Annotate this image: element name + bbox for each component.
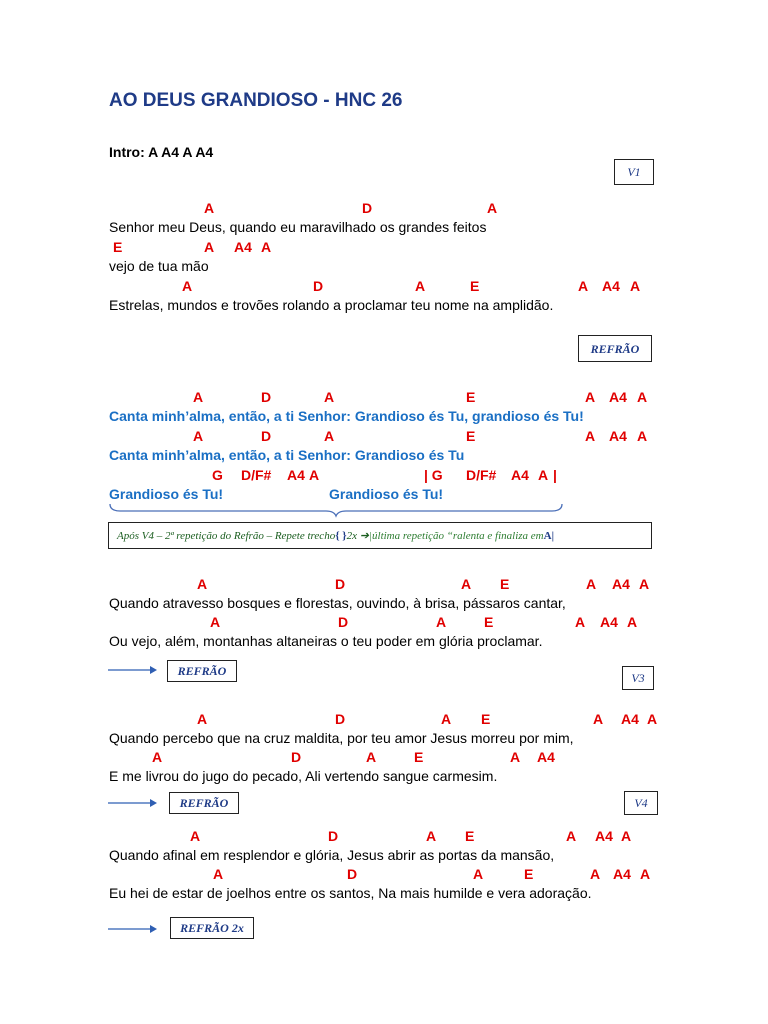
chord: A bbox=[538, 467, 549, 483]
chord: A4 bbox=[600, 614, 618, 630]
chord: A bbox=[261, 239, 272, 255]
chord: D bbox=[313, 278, 324, 294]
refrao-tag: REFRÃO bbox=[167, 660, 237, 682]
chord: A bbox=[441, 711, 452, 727]
arrow-right-icon bbox=[108, 923, 158, 935]
chord: A4 bbox=[287, 467, 305, 483]
v1-tag: V1 bbox=[614, 159, 654, 185]
chord: A bbox=[510, 749, 521, 765]
chorus-lyric-line: Canta minh’alma, então, a ti Senhor: Grandioso és Tu bbox=[109, 447, 465, 463]
chord: E bbox=[524, 866, 534, 882]
chord: E bbox=[414, 749, 424, 765]
arrow-right-icon bbox=[108, 797, 158, 809]
note-text: Após V4 – 2ª repetição do Refrão – Repete trecho bbox=[117, 529, 336, 542]
repeat-instruction-note bbox=[108, 522, 652, 549]
lyric-line: Eu hei de estar de joelhos entre os santos, Na mais humilde e vera adoração. bbox=[109, 885, 592, 901]
chord: A bbox=[193, 428, 204, 444]
repeat-brace bbox=[108, 502, 564, 518]
chord: A bbox=[204, 200, 215, 216]
note-text: 2x ➔ bbox=[346, 530, 369, 542]
chord: D bbox=[328, 828, 339, 844]
chord: A bbox=[593, 711, 604, 727]
chord: A4 bbox=[613, 866, 631, 882]
chord: A bbox=[210, 614, 221, 630]
intro-chords: Intro: A A4 A A4 bbox=[109, 144, 214, 160]
chord: A bbox=[436, 614, 447, 630]
chord: A bbox=[578, 278, 589, 294]
chord: A bbox=[324, 428, 335, 444]
chord: D/F# bbox=[466, 467, 497, 483]
chord: A bbox=[585, 389, 596, 405]
chord: D bbox=[335, 576, 346, 592]
chord: A bbox=[590, 866, 601, 882]
brace-symbol: { } bbox=[335, 529, 347, 542]
chord: D bbox=[338, 614, 349, 630]
chord: A4 bbox=[609, 389, 627, 405]
final-chord: A bbox=[543, 529, 552, 542]
chord: E bbox=[466, 389, 476, 405]
chord: A bbox=[197, 576, 208, 592]
chord: G bbox=[212, 467, 223, 483]
chord: A bbox=[473, 866, 484, 882]
chorus-lyric-line: Grandioso és Tu! bbox=[109, 486, 224, 502]
chord: A bbox=[190, 828, 201, 844]
v3-tag: V3 bbox=[622, 666, 654, 690]
lyric-line: vejo de tua mão bbox=[109, 258, 209, 274]
arrow-right-icon bbox=[108, 664, 158, 676]
chord: A bbox=[193, 389, 204, 405]
lyric-line: Ou vejo, além, montanhas altaneiras o teu poder em glória proclamar. bbox=[109, 633, 543, 649]
chord: A bbox=[366, 749, 377, 765]
chord: A bbox=[627, 614, 638, 630]
chord: A bbox=[586, 576, 597, 592]
chord: D bbox=[362, 200, 373, 216]
chord: A bbox=[415, 278, 426, 294]
lyric-line: Quando afinal em resplendor e glória, Jesus abrir as portas da mansão, bbox=[109, 847, 555, 863]
chord: D bbox=[261, 428, 272, 444]
note-text: |última repetição “ralenta e finaliza em bbox=[368, 529, 544, 542]
chord: A bbox=[197, 711, 208, 727]
lyric-line: Quando atravesso bosques e florestas, ouvindo, à brisa, pássaros cantar, bbox=[109, 595, 566, 611]
bar-symbol: | bbox=[551, 529, 554, 542]
chord: A bbox=[152, 749, 163, 765]
refrao-tag: REFRÃO bbox=[578, 335, 652, 362]
chord: D/F# bbox=[241, 467, 272, 483]
chord: A bbox=[487, 200, 498, 216]
lyric-line: Quando percebo que na cruz maldita, por teu amor Jesus morreu por mim, bbox=[109, 730, 574, 746]
chord: E bbox=[113, 239, 123, 255]
page-title: AO DEUS GRANDIOSO - HNC 26 bbox=[109, 90, 403, 111]
chord: A bbox=[640, 866, 651, 882]
chord: A bbox=[637, 428, 648, 444]
chord: A bbox=[639, 576, 650, 592]
chord: A bbox=[647, 711, 658, 727]
chord: A4 bbox=[511, 467, 529, 483]
chord: D bbox=[291, 749, 302, 765]
lyric-line: Senhor meu Deus, quando eu maravilhado os grandes feitos bbox=[109, 219, 487, 235]
chord: A bbox=[324, 389, 335, 405]
chord: A bbox=[213, 866, 224, 882]
chord: | G bbox=[424, 467, 443, 483]
chord: A4 bbox=[621, 711, 639, 727]
chord: E bbox=[470, 278, 480, 294]
chord: A bbox=[575, 614, 586, 630]
chord: A4 bbox=[234, 239, 252, 255]
chord: A4 bbox=[609, 428, 627, 444]
chord: A bbox=[621, 828, 632, 844]
chord: A bbox=[461, 576, 472, 592]
chord: | bbox=[553, 467, 557, 483]
chord: A4 bbox=[537, 749, 555, 765]
chord: A4 bbox=[595, 828, 613, 844]
chord: A bbox=[566, 828, 577, 844]
chord: A4 bbox=[612, 576, 630, 592]
lyric-line: Estrelas, mundos e trovões rolando a proclamar teu nome na amplidão. bbox=[109, 297, 554, 313]
chorus-lyric-line: Grandioso és Tu! bbox=[329, 486, 444, 502]
chord: D bbox=[261, 389, 272, 405]
chord: A4 bbox=[602, 278, 620, 294]
chord: E bbox=[466, 428, 476, 444]
refrao-2x-tag: REFRÃO 2x bbox=[170, 917, 254, 939]
chord: E bbox=[500, 576, 510, 592]
lyric-line: E me livrou do jugo do pecado, Ali vertendo sangue carmesim. bbox=[109, 768, 498, 784]
chord: A bbox=[182, 278, 193, 294]
chord: A bbox=[204, 239, 215, 255]
chord: E bbox=[465, 828, 475, 844]
chorus-lyric-line: Canta minh’alma, então, a ti Senhor: Grandioso és Tu, grandioso és Tu! bbox=[109, 408, 584, 424]
refrao-tag: REFRÃO bbox=[169, 792, 239, 814]
chord: A bbox=[630, 278, 641, 294]
chord: E bbox=[484, 614, 494, 630]
chord: A bbox=[585, 428, 596, 444]
chord: A bbox=[309, 467, 320, 483]
chord: A bbox=[426, 828, 437, 844]
chord: D bbox=[347, 866, 358, 882]
chord: D bbox=[335, 711, 346, 727]
v4-tag: V4 bbox=[624, 791, 658, 815]
chord: E bbox=[481, 711, 491, 727]
chord: A bbox=[637, 389, 648, 405]
